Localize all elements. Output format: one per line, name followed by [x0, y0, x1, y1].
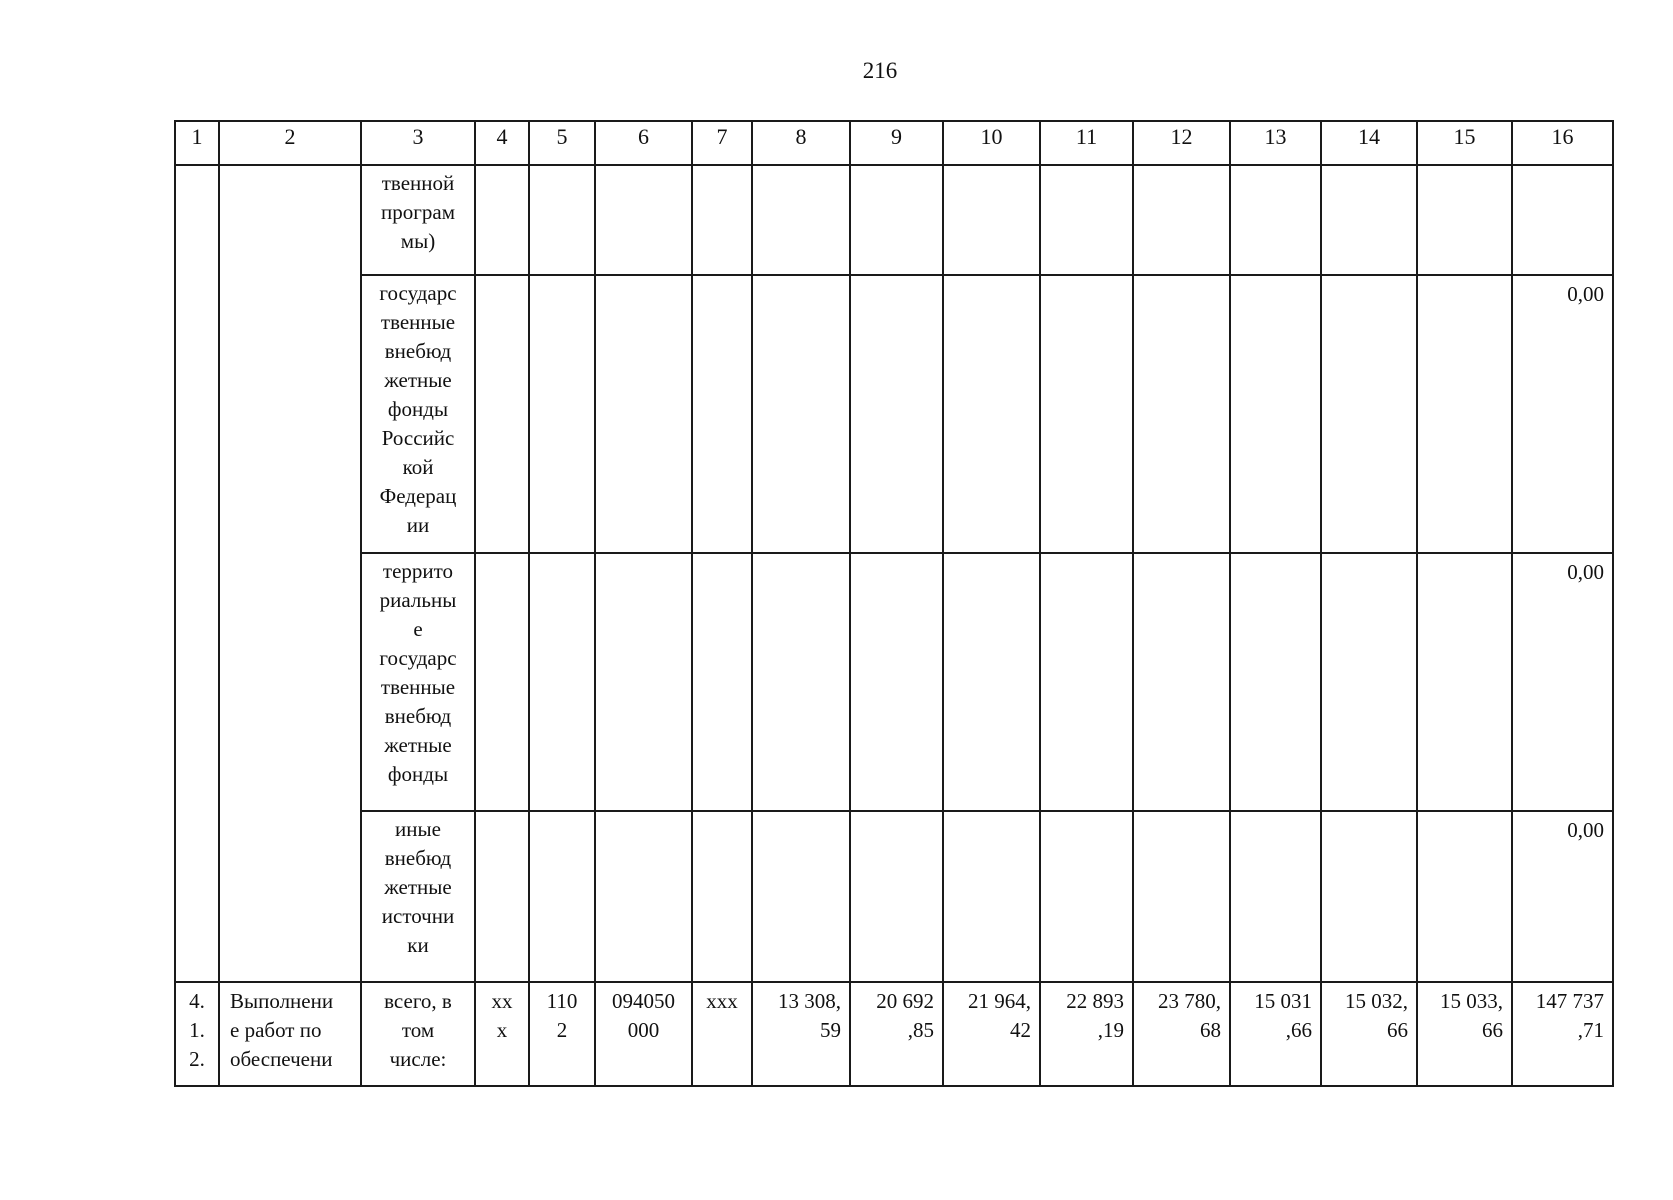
item-number-cell: 4. 1. 2.: [175, 982, 219, 1086]
code-cell-4: хх х: [475, 982, 529, 1086]
merged-cell-col2: [219, 165, 361, 982]
header-cell-3: 3: [361, 121, 475, 165]
amount-cell-9: 20 692 ,85: [850, 982, 943, 1086]
amount-cell-10: 21 964, 42: [943, 982, 1040, 1086]
header-row: [175, 121, 1613, 165]
total-cell: 0,00: [1512, 553, 1613, 811]
funding-source-cell: иные внебюд жетные источни ки: [361, 811, 475, 982]
header-cell-11: 11: [1040, 121, 1133, 165]
amount-cell-14: 15 032, 66: [1321, 982, 1417, 1086]
header-cell-14: 14: [1321, 121, 1417, 165]
total-cell: 147 737 ,71: [1512, 982, 1613, 1086]
header-cell-1: 1: [175, 121, 219, 165]
total-cell: 0,00: [1512, 811, 1613, 982]
code-cell-7: ххх: [692, 982, 752, 1086]
header-cell-8: 8: [752, 121, 850, 165]
funding-source-cell: всего, в том числе:: [361, 982, 475, 1086]
page-number: 216: [862, 58, 898, 83]
total-cell: [1512, 165, 1613, 275]
header-cell-6: 6: [595, 121, 692, 165]
header-cell-9: 9: [850, 121, 943, 165]
code-cell-5: 110 2: [529, 982, 595, 1086]
table-row: [175, 811, 1613, 982]
funding-source-cell: твенной програм мы): [361, 165, 475, 275]
amount-cell-12: 23 780, 68: [1133, 982, 1230, 1086]
table-row: [175, 982, 1613, 1086]
header-cell-7: 7: [692, 121, 752, 165]
header-cell-15: 15: [1417, 121, 1512, 165]
amount-cell-11: 22 893 ,19: [1040, 982, 1133, 1086]
header-cell-4: 4: [475, 121, 529, 165]
item-name-cell: Выполнени е работ по обеспечени: [219, 982, 361, 1086]
header-cell-12: 12: [1133, 121, 1230, 165]
merged-cell-col1: [175, 165, 219, 982]
header-cell-13: 13: [1230, 121, 1321, 165]
table-row: [175, 553, 1613, 811]
amount-cell-13: 15 031 ,66: [1230, 982, 1321, 1086]
table-row: [175, 165, 1613, 275]
table-row: [175, 275, 1613, 553]
funding-source-cell: государс твенные внебюд жетные фонды Российс кой Федерац ии: [361, 275, 475, 553]
amount-cell-8: 13 308, 59: [752, 982, 850, 1086]
header-cell-16: 16: [1512, 121, 1613, 165]
funding-source-cell: террито риальны е государс твенные внебюд жетные фонды: [361, 553, 475, 811]
code-cell-6: 094050 000: [595, 982, 692, 1086]
header-cell-2: 2: [219, 121, 361, 165]
header-cell-10: 10: [943, 121, 1040, 165]
budget-table: [174, 120, 1614, 1087]
total-cell: 0,00: [1512, 275, 1613, 553]
amount-cell-15: 15 033, 66: [1417, 982, 1512, 1086]
header-cell-5: 5: [529, 121, 595, 165]
